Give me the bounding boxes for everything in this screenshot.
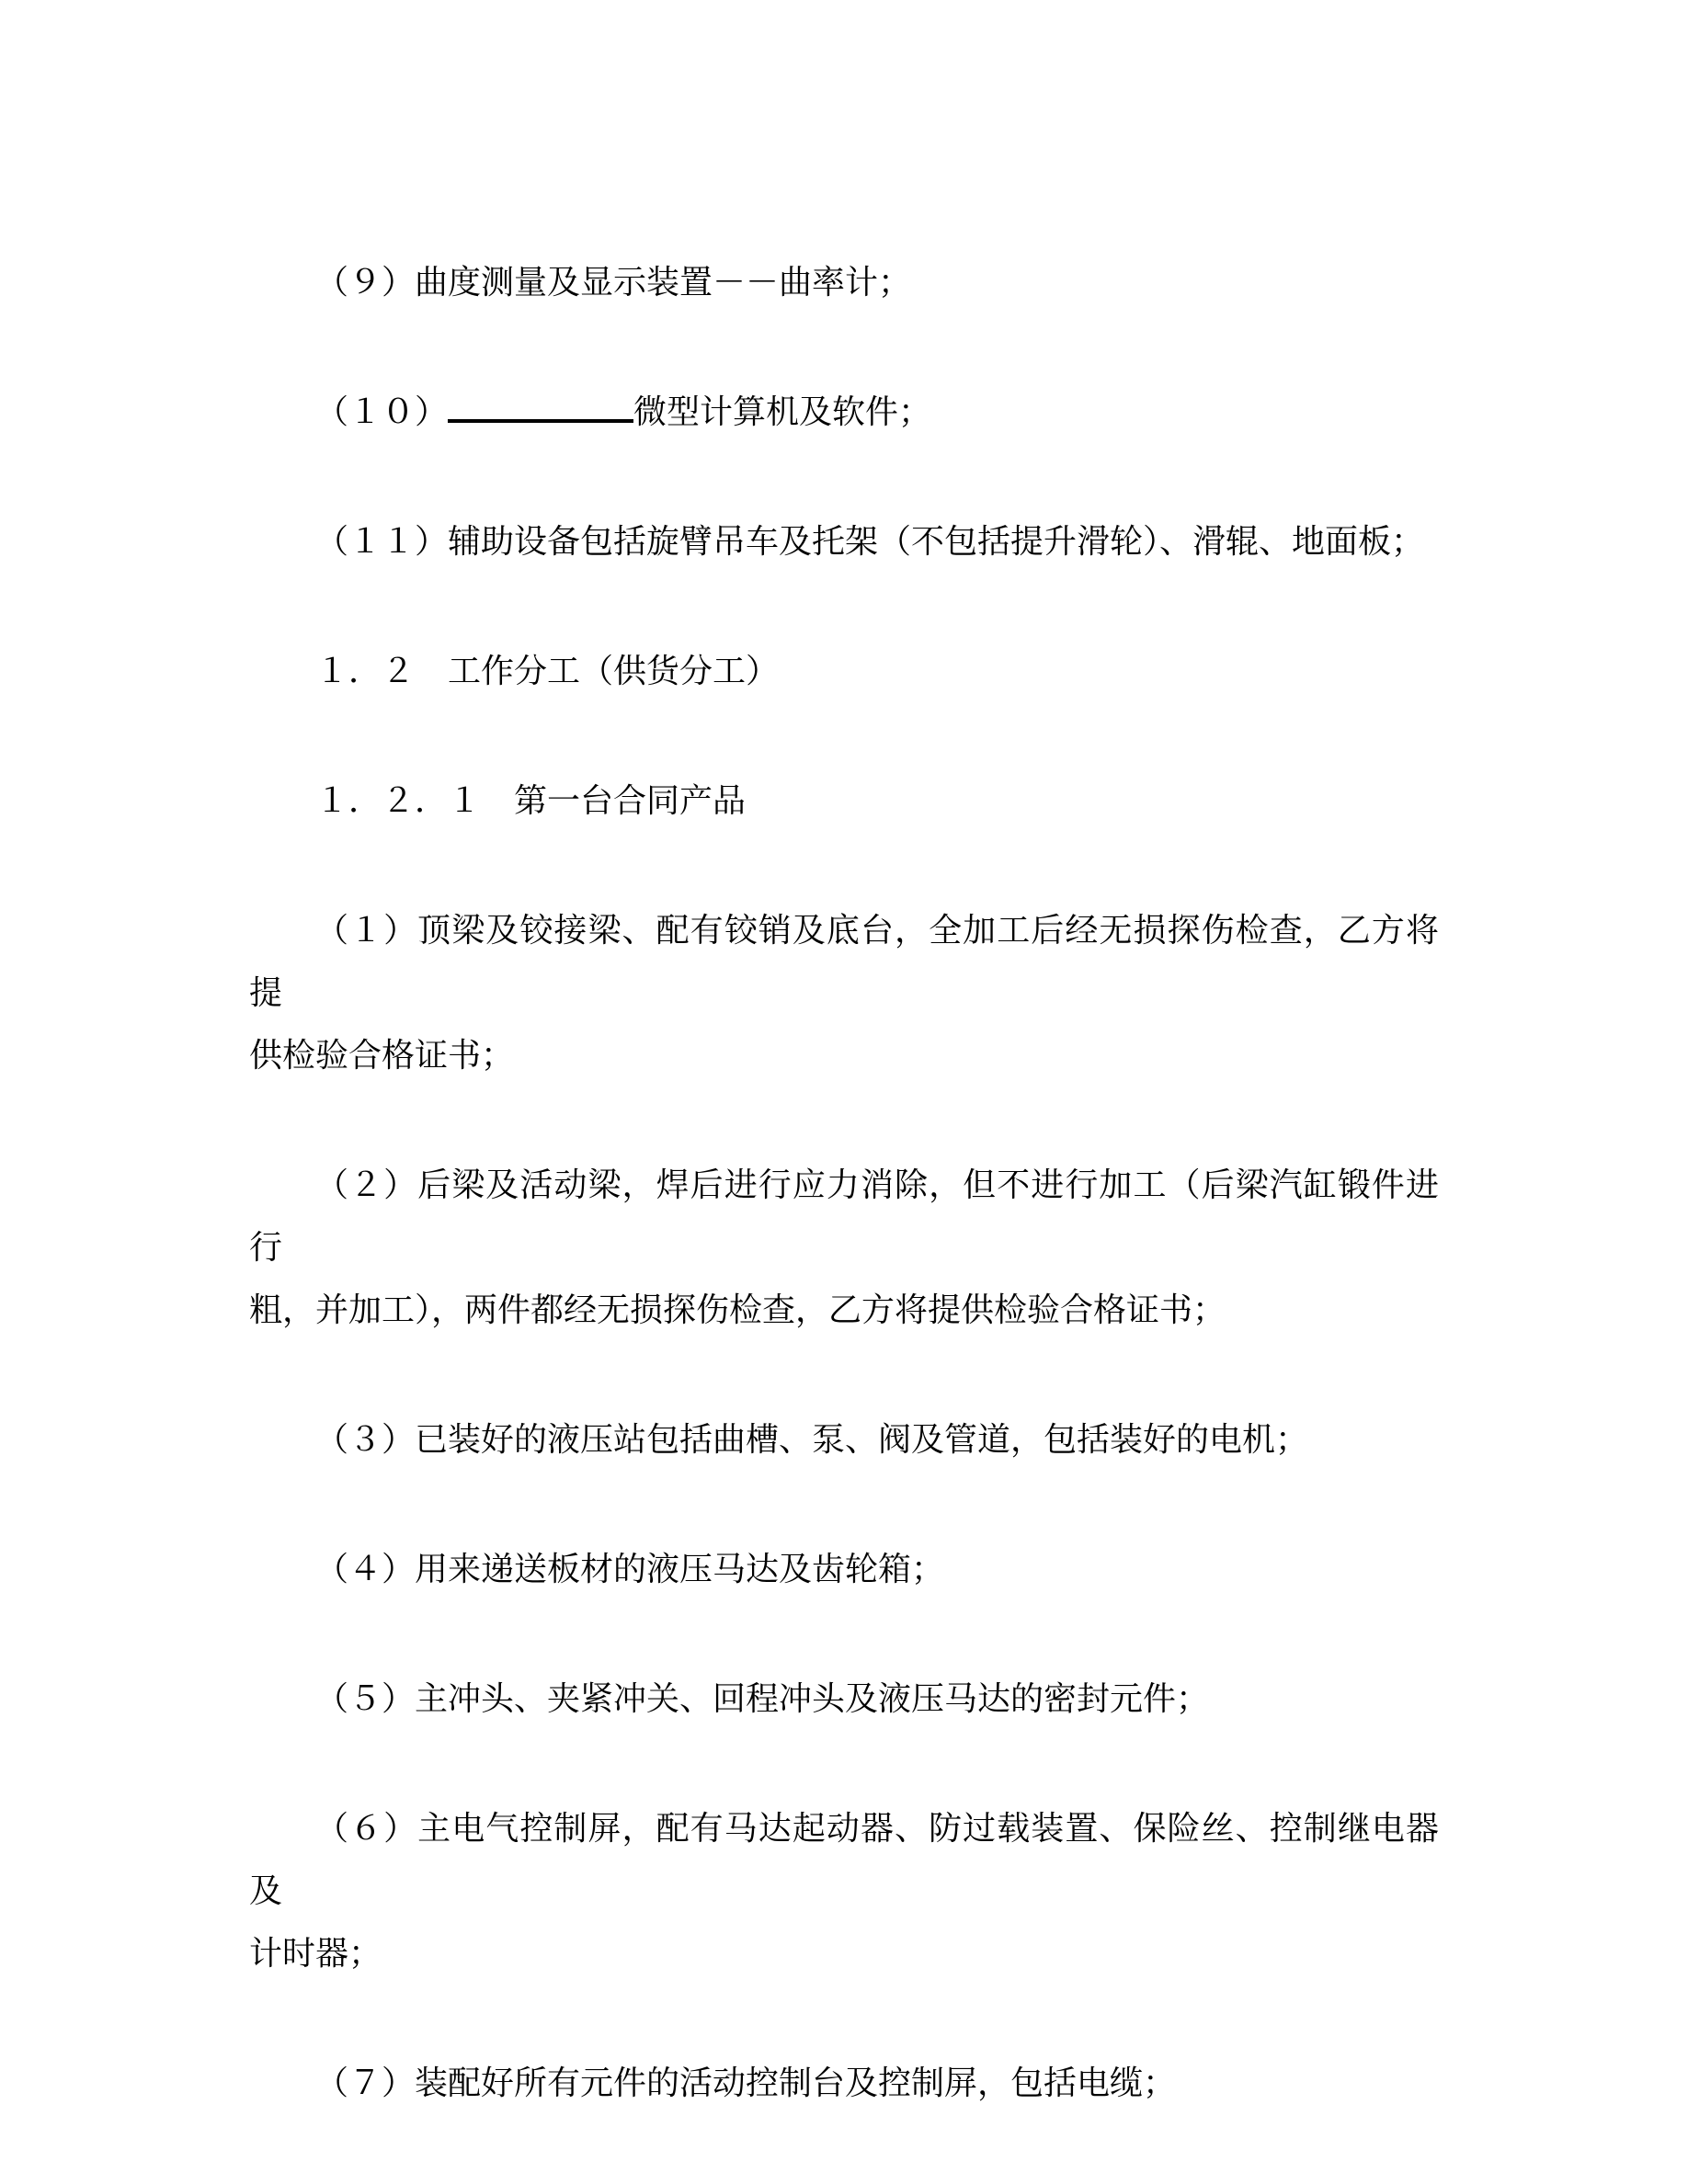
section-heading-1-2: [249, 640, 1439, 702]
paragraph-clause-5: [249, 1667, 1439, 1730]
clause-10-prefix: （１０）: [315, 393, 449, 430]
text-line: （１１）辅助设备包括旋臂吊车及托架（不包括提升滑轮）、滑辊、地面板；: [315, 523, 1425, 560]
text-line: 粗，并加工），两件都经无损探伤检查，乙方将提供检验合格证书；: [249, 1291, 1226, 1328]
text-line: （３）已装好的液压站包括曲槽、泵、阀及管道，包括装好的电机；: [315, 1421, 1309, 1458]
text-line: （４）用来递送板材的液压马达及齿轮箱；: [315, 1551, 945, 1587]
text-line: （１）顶梁及铰接梁、配有铰销及底台，全加工后经无损探伤检查，乙方将提: [249, 912, 1439, 1011]
paragraph-clause-10: [249, 381, 1439, 443]
paragraph-clause-11: [249, 510, 1439, 573]
paragraph-clause-3: [249, 1408, 1439, 1471]
paragraph-clause-9: [249, 251, 1439, 313]
text-line: １．２ 工作分工（供货分工）: [315, 653, 780, 689]
paragraph-clause-1: [249, 899, 1439, 1086]
paragraph-clause-6: [249, 1797, 1439, 1985]
text-line: １．２．１ 第一台合同产品: [315, 782, 747, 819]
text-line: （２）后梁及活动梁，焊后进行应力消除，但不进行加工（后梁汽缸锻件进行: [249, 1166, 1439, 1266]
text-line: 供检验合格证书；: [249, 1037, 515, 1074]
blank-underline-field: [448, 384, 633, 423]
paragraph-clause-4: [249, 1538, 1439, 1600]
paragraph-clause-2: [249, 1154, 1439, 1341]
text-line: [249, 381, 1439, 443]
text-line: （９）曲度测量及显示装置－－曲率计；: [315, 264, 912, 301]
section-heading-1-2-1: [249, 769, 1439, 832]
text-line: 计时器；: [249, 1935, 382, 1972]
text-line: （５）主冲头、夹紧冲关、回程冲头及液压马达的密封元件；: [315, 1680, 1210, 1717]
text-line: （６）主电气控制屏，配有马达起动器、防过载装置、保险丝、控制继电器及: [249, 1810, 1439, 1909]
clause-10-suffix: 微型计算机及软件；: [633, 393, 932, 430]
text-line: （７）装配好所有元件的活动控制台及控制屏，包括电缆；: [315, 2065, 1177, 2101]
paragraph-clause-7: [249, 2052, 1439, 2114]
